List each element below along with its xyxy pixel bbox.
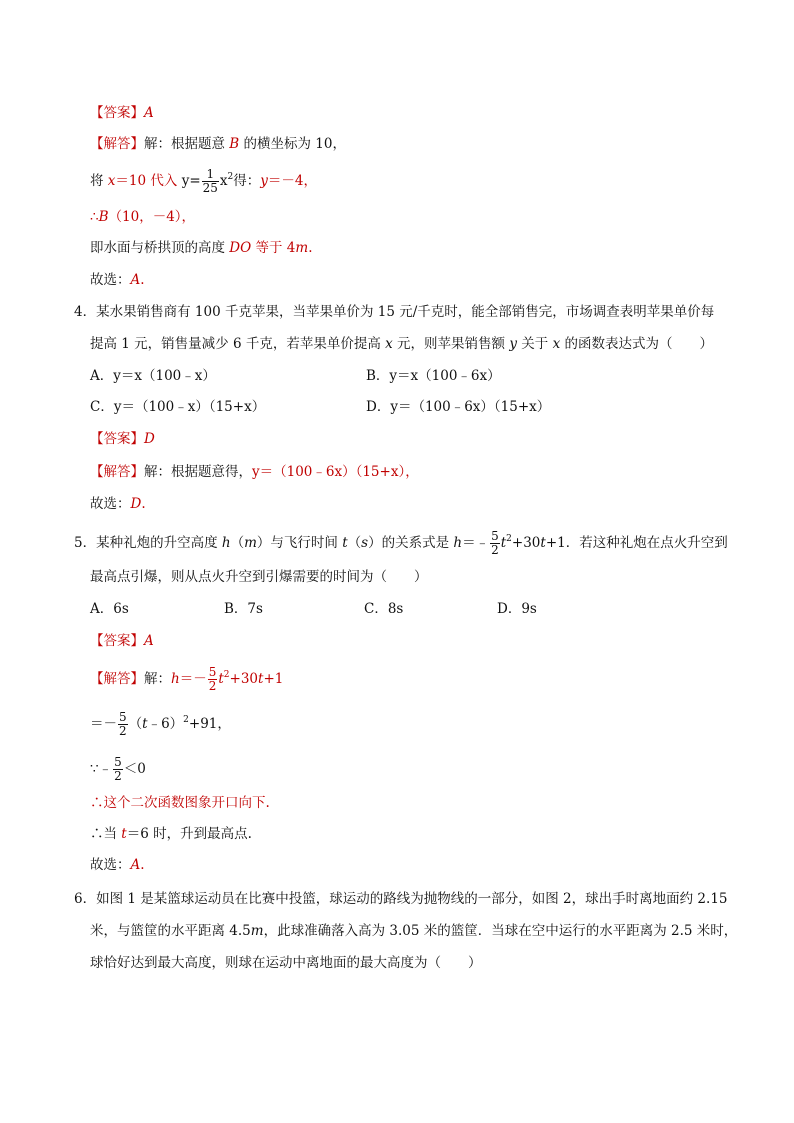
text: DO [229,240,252,256]
text: 故选： [90,272,131,288]
text: +30 [511,535,541,551]
fraction [208,666,218,693]
solution-expression [171,665,284,693]
solution-tag: 【解答】 [90,136,144,152]
q6-stem-line-1 [74,889,728,909]
q5-solution-line-3 [90,756,146,783]
text: B [229,136,240,152]
text: 解： [144,671,171,687]
text: 故选： [90,857,131,873]
q5-option-c[interactable]: C．8s [364,601,404,617]
q3-final-line [90,270,145,290]
text: 解：根据题意得， [144,464,252,480]
fraction [113,756,123,783]
fraction-numerator: 5 [491,529,499,543]
answer-value: D [144,431,155,447]
text: A [130,857,141,873]
text: y＝（100﹣6x）（15+x）， [252,464,419,480]
text: ∵﹣ [90,761,113,777]
text: h [221,535,231,551]
answer-value: A [144,633,154,649]
text: ＜0 [123,761,146,777]
text: t [258,671,264,687]
fraction-numerator: 5 [208,665,217,679]
text: y= [181,173,201,189]
text: ＝－ [90,716,117,732]
text: t [121,826,127,842]
text: ＝－ [179,671,207,687]
q5-solution-line-4 [90,793,270,813]
text: 关于 [517,336,553,352]
text: （ [347,535,362,551]
q5-solution-line-2 [90,711,231,738]
q5-option-b[interactable]: B．7s [224,601,263,617]
q4-option-b[interactable]: B．y＝x（100﹣6x） [366,368,501,384]
text: 米，与篮筐的水平距离 4.5 [90,923,251,939]
text: 某种礼炮的升空高度 [96,535,222,551]
text: 将 [90,173,108,189]
text: h [453,535,463,551]
text: 提高 1 元，销售量减少 6 千克，若苹果单价提高 [90,336,386,352]
q5-answer-line [90,631,154,651]
q5-final-line [90,855,145,875]
q3-solution-line-4 [90,238,312,258]
text: +30 [229,671,259,687]
text: D [130,496,142,512]
text: ＝﹣ [462,535,490,551]
text: t [500,535,507,551]
fraction-denominator: 25 [202,181,218,195]
exponent: 2 [506,534,512,544]
fraction-denominator: 2 [491,543,499,557]
q6-stem-line-2 [90,921,737,941]
question-number: 6． [74,891,97,907]
text: h [171,671,180,687]
q5-stem-line-1 [74,530,728,557]
answer-tag: 【答案】 [90,431,144,447]
text: m [295,240,309,256]
text: B [98,209,109,225]
q3-solution-line-1 [90,134,346,154]
text: ＝10 代入 [115,173,182,189]
text: 如图 1 是某篮球运动员在比赛中投篮，球运动的路线为抛物线的一部分，如图 2，球出手时离地面约 2.15 [96,891,728,907]
fraction-numerator: 5 [114,755,122,769]
q4-option-d[interactable]: D．y＝（100﹣6x）（15+x） [366,399,551,415]
text: x [385,336,393,352]
q4-option-a[interactable]: A．y＝x（100﹣x） [90,368,216,384]
q5-option-d[interactable]: D．9s [497,601,537,617]
text: 等于 4 [251,240,296,256]
text: 得： [233,173,261,189]
text: 即水面与桥拱顶的高度 [90,240,230,256]
solution-tag: 【解答】 [90,464,144,480]
text: t [342,535,348,551]
text: 的函数表达式为（ ） [560,336,714,352]
answer-tag: 【答案】 [90,633,144,649]
text: 的横坐标为 10， [239,136,346,152]
text: 球恰好达到最大高度，则球在运动中离地面的最大高度为（ ） [90,955,482,971]
text: m [244,535,257,551]
text: . [308,240,313,256]
answer-tag: 【答案】 [90,105,144,121]
fraction-numerator: 1 [202,168,219,182]
text: 故选： [90,496,131,512]
text: 解：根据题意 [144,136,230,152]
text: 元，则苹果销售额 [392,336,510,352]
q4-stem-line-2 [90,334,713,354]
text: ∴ [90,209,99,225]
text: ＝6 时，升到最高点. [126,826,252,842]
q4-option-c[interactable]: C．y＝（100﹣x）（15+x） [90,399,266,415]
fraction [118,711,128,738]
fraction-numerator: 5 [119,710,127,724]
q4-stem-line-1 [74,302,714,322]
q6-stem-line-3 [90,953,482,973]
text: ﹣6） [147,716,184,732]
text: t [540,535,546,551]
text: （ [230,535,245,551]
exponent: 2 [223,670,230,680]
text: x [552,336,561,352]
text: +1．若这种礼炮在点火升空到 [545,535,728,551]
answer-value: A [144,105,154,121]
text: ，此球准确落入高为 3.05 米的篮筐．当球在空中运行的水平距离为 2.5 米时， [263,923,738,939]
text: t [218,671,224,687]
text: x [219,173,228,189]
text: ∴当 [90,826,122,842]
fraction-denominator: 2 [208,679,217,693]
fraction-denominator: 2 [119,724,127,738]
q5-solution-line-5 [90,824,252,844]
text: y [509,336,517,352]
text: （ [128,716,143,732]
text: （10，－4）， [108,209,196,225]
q5-solution-line-1 [90,666,283,693]
text: ∴这个二次函数图象开口向下. [90,795,270,811]
q4-final-line [90,494,146,514]
text: y [260,173,268,189]
fraction [202,168,219,195]
exponent: 2 [183,715,189,725]
question-number: 5． [74,535,97,551]
text: 最高点引爆，则从点火升空到引爆需要的时间为（ ） [90,569,428,585]
q5-stem-line-2 [90,567,428,587]
text: ）与飞行时间 [256,535,343,551]
fraction-denominator: 2 [114,769,122,783]
text: ）的关系式是 [368,535,454,551]
text: A [130,272,141,288]
text: m [250,923,264,939]
q4-solution-line [90,462,419,482]
solution-tag: 【解答】 [90,671,144,687]
q3-answer-line [90,103,154,123]
text: . [140,857,145,873]
fraction [490,530,500,557]
text: . [141,496,146,512]
q3-solution-line-3 [90,207,195,227]
text: t [142,716,148,732]
q5-option-a[interactable]: A．6s [90,601,129,617]
text: s [361,535,369,551]
q4-answer-line [90,429,155,449]
text: 某水果销售商有 100 千克苹果，当苹果单价为 15 元/千克时，能全部销售完，市场调查表明苹果单价每 [96,304,715,320]
q3-solution-line-2 [90,168,317,195]
text: +91， [188,716,231,732]
text: . [140,272,145,288]
exponent: 2 [227,172,234,182]
text: x [107,173,116,189]
question-number: 4． [74,304,97,320]
text: +1 [263,671,284,687]
text: ＝－4， [267,173,318,189]
